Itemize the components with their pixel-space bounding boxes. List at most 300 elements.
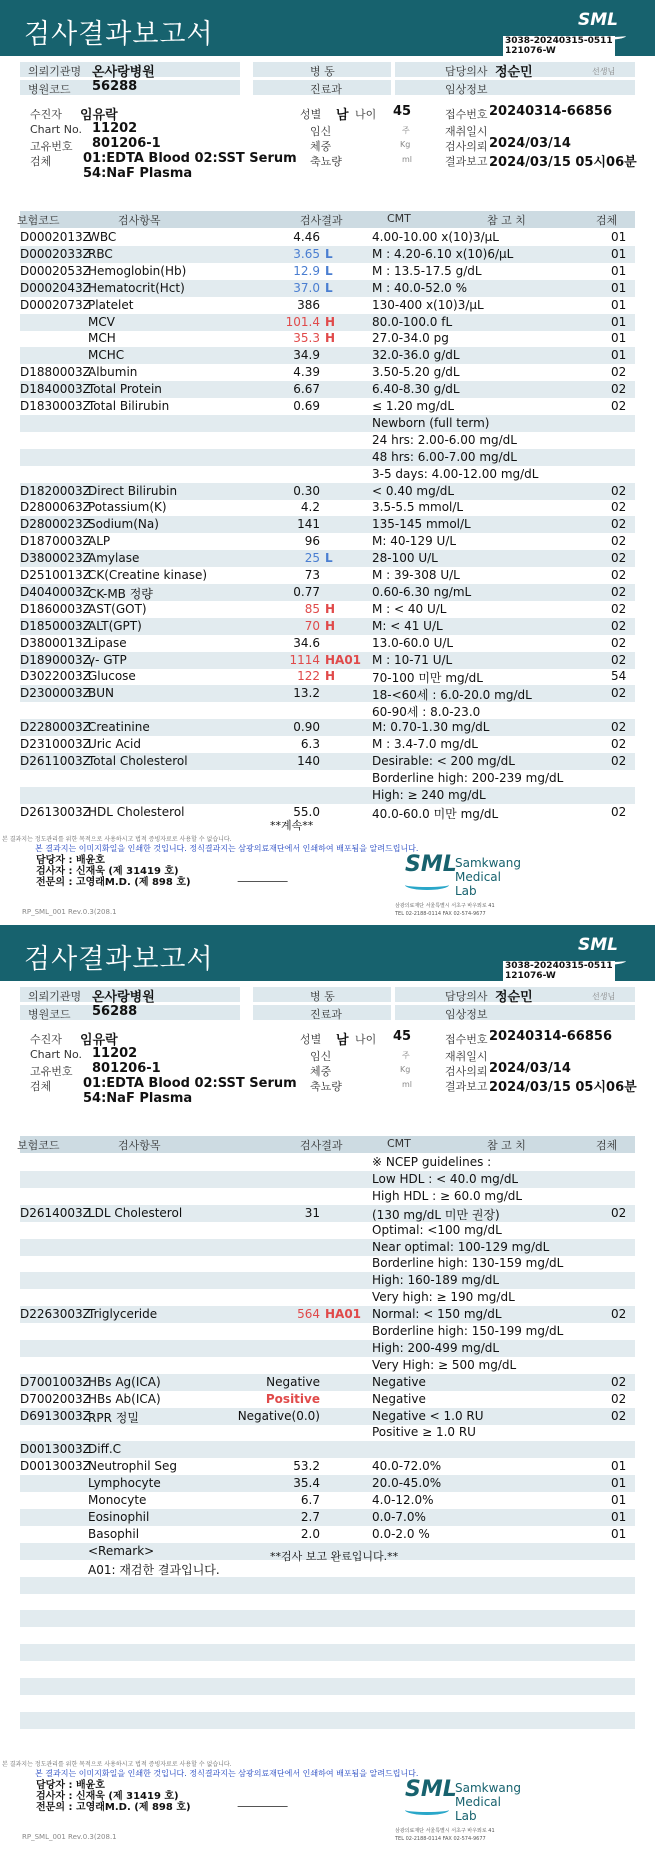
test-item: HDL Cholesterol — [88, 804, 185, 819]
reference-range: 40.0-72.0% — [372, 1459, 442, 1474]
sml-logo-text: SML — [578, 10, 618, 30]
result-flag: H — [325, 618, 336, 633]
reference-range: 4.00-10.00 x(10)3/μL — [372, 230, 499, 244]
info-bar — [395, 80, 635, 95]
insurance-code: D7001003Z — [20, 1374, 91, 1389]
chart-no-label: Chart No. — [30, 1048, 82, 1061]
specimen-group: 02 — [611, 635, 627, 650]
th-code: 보험코드 — [17, 1139, 60, 1152]
urine-unit: ml — [402, 155, 413, 164]
reference-range: Negative < 1.0 RU — [372, 1408, 484, 1423]
weight-label: 체중 — [310, 140, 332, 153]
table-row — [20, 1272, 635, 1289]
lab-contact: TEL 02-2188-0114 FAX 02-574-9677 — [395, 911, 486, 917]
info-bar — [395, 1005, 635, 1020]
specimen-group: 02 — [611, 365, 627, 380]
reference-range: 20.0-45.0% — [372, 1476, 442, 1491]
test-item: HBs Ag(ICA) — [88, 1374, 161, 1389]
page-title: 검사결과보고서 — [24, 19, 214, 50]
weight-unit: Kg — [400, 140, 411, 149]
pregnancy-label: 임신 — [310, 125, 332, 138]
specimen-group: 01 — [611, 1476, 627, 1491]
org-label: 의뢰기관명 — [28, 990, 82, 1003]
table-row — [20, 1729, 635, 1746]
specimen-group: 02 — [611, 534, 627, 549]
insurance-code: D2510013Z — [20, 568, 91, 582]
table-row — [20, 1424, 635, 1441]
test-result: 0.69 — [293, 399, 320, 413]
recollect-label: 재취일시 — [445, 1050, 488, 1063]
table-row — [20, 280, 635, 297]
test-result: 6.67 — [293, 382, 320, 397]
samkwang-logo-mark: SML — [405, 1777, 457, 1802]
reference-range: High: ≥ 240 mg/dL — [372, 787, 486, 802]
org-value: 온사랑병원 — [92, 990, 155, 1005]
table-row — [20, 635, 635, 652]
test-item: Sodium(Na) — [88, 517, 159, 532]
test-item: HBs Ab(ICA) — [88, 1391, 161, 1406]
print-notice: 본 결과지는 이미지화일을 인쇄한 것입니다. 정식결과지는 삼광의료재단에서 인쇄하여 배포됨을 알려드립니다. — [35, 1769, 419, 1778]
insurance-code: D1820003Z — [20, 483, 91, 498]
specimen-group: 02 — [611, 652, 627, 667]
specimen-group: 01 — [611, 1493, 627, 1507]
table-row — [20, 736, 635, 753]
specimen-group: 02 — [611, 399, 627, 413]
table-row — [20, 263, 635, 280]
sex-label: 성별 — [300, 1033, 322, 1046]
test-result: 0.77 — [293, 584, 320, 599]
document-id-line2: 121076-W — [505, 971, 556, 981]
test-result: Positive — [265, 1391, 320, 1406]
document-id-line1: 3038-20240315-0511 — [505, 36, 613, 46]
test-result: 13.2 — [293, 686, 320, 701]
result-flag: L — [325, 263, 333, 278]
insurance-code: D1840003Z — [20, 382, 91, 397]
test-result: 25 — [304, 551, 320, 566]
test-result: 386 — [297, 297, 320, 312]
table-row — [20, 499, 635, 516]
receipt-no-value: 20240314-66856 — [489, 104, 612, 119]
table-row — [20, 1593, 635, 1610]
specimen-group: 01 — [611, 230, 627, 244]
test-item: Diff.C — [88, 1442, 122, 1457]
request-date-value: 2024/03/14 — [489, 1061, 571, 1076]
doctor-unit: 선생님 — [592, 67, 616, 76]
test-result: 12.9 — [293, 263, 320, 278]
patient-name-value: 임유락 — [80, 108, 118, 123]
reference-range: 24 hrs: 2.00-6.00 mg/dL — [372, 432, 517, 447]
test-item: RBC — [88, 246, 113, 261]
reference-range: Borderline high: 150-199 mg/dL — [372, 1324, 564, 1338]
test-item: Lipase — [88, 635, 127, 650]
th-grp: 검체 — [596, 1139, 618, 1152]
test-result: 101.4 — [285, 314, 320, 329]
reference-range: Near optimal: 100-129 mg/dL — [372, 1239, 550, 1254]
test-result: 34.9 — [293, 348, 320, 363]
specimen-label: 검체 — [30, 155, 52, 168]
insurance-code: D1830003Z — [20, 399, 91, 413]
insurance-code: D0002033Z — [20, 246, 91, 261]
test-result: 96 — [304, 534, 320, 549]
table-row — [20, 1340, 635, 1357]
table-row — [20, 1374, 635, 1391]
samkwang-name — [455, 856, 525, 898]
test-item: Total Protein — [88, 382, 162, 397]
table-row — [20, 584, 635, 601]
samkwang-name-2: Medical Lab — [455, 870, 501, 898]
request-date-label: 검사의뢰 — [445, 1065, 488, 1078]
test-item: WBC — [88, 230, 117, 244]
page-title: 검사결과보고서 — [24, 944, 214, 975]
specimen-value-2: 54:NaF Plasma — [83, 1091, 193, 1106]
disclaimer-footnote: 본 결과지는 정도관리를 위한 목적으로 사용하시고 법적 증빙자료로 사용할 수 없습니다. — [2, 1761, 232, 1768]
specimen-group: 02 — [611, 601, 627, 616]
specimen-group: 02 — [611, 1391, 627, 1406]
specimen-group: 02 — [611, 753, 627, 768]
samkwang-wave-icon — [405, 1805, 449, 1815]
sex-value: 남 — [336, 1033, 349, 1048]
disclaimer-footnote: 본 결과지는 정도관리를 위한 목적으로 사용하시고 법적 증빙자료로 사용할 수 없습니다. — [2, 836, 232, 843]
th-cmt: CMT — [387, 1137, 411, 1150]
table-row — [20, 314, 635, 331]
signature-tester: 검사자 : 신재욱 (제 31419 호) — [36, 866, 179, 877]
specimen-group: 54 — [611, 669, 627, 684]
continuation-note: **계속** — [270, 818, 314, 832]
insurance-code: D0002043Z — [20, 280, 91, 295]
table-row — [20, 483, 635, 500]
request-date-label: 검사의뢰 — [445, 140, 488, 153]
table-row — [20, 1712, 635, 1729]
reference-range: 4.0-12.0% — [372, 1493, 434, 1507]
test-result: 564 — [297, 1307, 320, 1322]
org-label: 의뢰기관명 — [28, 65, 82, 78]
insurance-code: D1870003Z — [20, 534, 91, 549]
table-row — [20, 1441, 635, 1458]
reference-range: M : 39-308 U/L — [372, 568, 460, 582]
test-item: Potassium(K) — [88, 500, 167, 515]
table-row — [20, 398, 635, 415]
reference-range: Borderline high: 130-159 mg/dL — [372, 1256, 564, 1271]
table-row — [20, 753, 635, 770]
specimen-value-1: 01:EDTA Blood 02:SST Serum — [83, 151, 297, 166]
reference-range: Normal: < 150 mg/dL — [372, 1307, 502, 1322]
test-item: RPR 정밀 — [88, 1410, 139, 1425]
test-result: 1114 — [289, 652, 320, 667]
specimen-group: 02 — [611, 686, 627, 701]
samkwang-logo — [405, 852, 525, 898]
table-row — [20, 1154, 635, 1171]
reference-range: High: 160-189 mg/dL — [372, 1273, 500, 1288]
test-item: Triglyceride — [88, 1307, 158, 1322]
samkwang-name-2: Medical Lab — [455, 1795, 501, 1823]
reference-range: Newborn (full term) — [372, 415, 490, 430]
doctor-unit: 선생님 — [592, 992, 616, 1001]
reference-range: (130 mg/dL 미만 권장) — [372, 1207, 500, 1222]
result-flag: H — [325, 314, 336, 329]
document-id-line2: 121076-W — [505, 46, 556, 56]
th-ref: 참 고 치 — [487, 214, 526, 227]
table-row — [20, 415, 635, 432]
test-item: A01: 재검한 결과입니다. — [88, 1562, 220, 1577]
samkwang-name-1: Samkwang — [455, 1781, 521, 1795]
test-item: Lymphocyte — [88, 1476, 161, 1491]
test-result: 4.46 — [293, 230, 320, 244]
reference-range: High HDL : ≥ 60.0 mg/dL — [372, 1188, 523, 1203]
reference-range: Very high: ≥ 190 mg/dL — [372, 1290, 515, 1305]
specimen-group: 02 — [611, 720, 627, 735]
weight-label: 체중 — [310, 1065, 332, 1078]
result-flag: HA01 — [325, 652, 362, 667]
reference-range: ≤ 1.20 mg/dL — [372, 399, 455, 413]
pregnancy-label: 임신 — [310, 1050, 332, 1063]
result-flag: H — [325, 669, 336, 684]
table-row — [20, 1391, 635, 1408]
specimen-group: 02 — [611, 1307, 627, 1322]
org-value: 온사랑병원 — [92, 65, 155, 80]
doctor-label: 담당의사 — [445, 990, 488, 1003]
reference-range: Borderline high: 200-239 mg/dL — [372, 770, 564, 785]
insurance-code: D1880003Z — [20, 365, 91, 380]
reference-range: Optimal: <100 mg/dL — [372, 1222, 502, 1237]
specimen-group: 01 — [611, 297, 627, 312]
table-row — [20, 1357, 635, 1374]
insurance-code: D2300003Z — [20, 686, 91, 701]
hospital-code-value: 56288 — [92, 79, 138, 94]
test-item: MCHC — [88, 348, 125, 363]
patient-name-label: 수진자 — [30, 108, 62, 121]
test-item: AST(GOT) — [88, 601, 147, 616]
chart-no-label: Chart No. — [30, 123, 82, 136]
test-item: LDL Cholesterol — [88, 1205, 183, 1220]
unique-id-label: 고유번호 — [30, 140, 73, 153]
table-row — [20, 381, 635, 398]
specimen-group: 01 — [611, 348, 627, 363]
test-result: 37.0 — [293, 280, 320, 295]
specimen-group: 01 — [611, 263, 627, 278]
test-item: MCH — [88, 331, 116, 346]
ward-label: 병 동 — [310, 990, 335, 1003]
specimen-group: 02 — [611, 1374, 627, 1389]
table-row — [20, 1475, 635, 1492]
table-row — [20, 1255, 635, 1272]
test-result: 34.6 — [293, 635, 320, 650]
test-item: CK(Creatine kinase) — [88, 568, 208, 582]
age-label: 나이 — [355, 1033, 377, 1046]
doctor-label: 담당의사 — [445, 65, 488, 78]
test-item: ALT(GPT) — [88, 618, 142, 633]
test-result: 0.30 — [293, 483, 320, 498]
reference-range: 3.50-5.20 g/dL — [372, 365, 460, 380]
table-row — [20, 364, 635, 381]
table-row — [20, 466, 635, 483]
sex-value: 남 — [336, 108, 349, 123]
table-row — [20, 516, 635, 533]
unique-id-label: 고유번호 — [30, 1065, 73, 1078]
specimen-group: 01 — [611, 246, 627, 261]
table-row — [20, 297, 635, 314]
reference-range: 135-145 mmol/L — [372, 517, 471, 532]
table-row — [20, 787, 635, 804]
hospital-code-label: 병원코드 — [28, 1008, 71, 1021]
table-row — [20, 1610, 635, 1627]
samkwang-name-1: Samkwang — [455, 856, 521, 870]
table-row — [20, 533, 635, 550]
reference-range: M : 13.5-17.5 g/dL — [372, 263, 482, 278]
sex-label: 성별 — [300, 108, 322, 121]
patient-name-label: 수진자 — [30, 1033, 62, 1046]
table-row — [20, 702, 635, 719]
urine-label: 축뇨량 — [310, 1080, 342, 1093]
th-result: 검사결과 — [300, 214, 343, 227]
test-item: Hematocrit(Hct) — [88, 280, 185, 295]
test-item: Neutrophil Seg — [88, 1459, 178, 1474]
test-result: 6.7 — [300, 1493, 320, 1507]
table-row — [20, 1509, 635, 1526]
test-result: Negative(0.0) — [237, 1408, 320, 1423]
table-row — [20, 1205, 635, 1222]
request-date-value: 2024/03/14 — [489, 136, 571, 151]
chart-no-value: 11202 — [92, 121, 138, 136]
test-item: Monocyte — [88, 1493, 147, 1507]
reference-range: 0.0-2.0 % — [372, 1526, 430, 1541]
reference-range: 28-100 U/L — [372, 551, 438, 566]
reference-range: Desirable: < 200 mg/dL — [372, 753, 515, 768]
receipt-no-label: 접수번호 — [445, 108, 488, 121]
test-item: Uric Acid — [88, 737, 142, 751]
insurance-code: D3022003Z — [20, 669, 91, 684]
samkwang-name — [455, 1781, 525, 1823]
table-row — [20, 1695, 635, 1712]
test-result: 70 — [304, 618, 320, 633]
reference-range: M : 40.0-52.0 % — [372, 280, 468, 295]
reference-range: Very High: ≥ 500 mg/dL — [372, 1357, 517, 1372]
test-item: Basophil — [88, 1526, 140, 1541]
doctor-value: 정순민 — [495, 990, 533, 1005]
report-date-value: 2024/03/15 05시06분 — [489, 1080, 637, 1095]
result-flag: L — [325, 280, 333, 295]
th-item: 검사항목 — [118, 214, 161, 227]
document-id — [503, 36, 615, 56]
unique-id-value: 801206-1 — [92, 1061, 161, 1076]
chart-no-value: 11202 — [92, 1046, 138, 1061]
specimen-group: 01 — [611, 280, 627, 295]
table-row — [20, 347, 635, 364]
dept-label: 진료과 — [310, 1008, 342, 1021]
table-row — [20, 804, 635, 821]
signature-specialist: 전문의 : 고영래M.D. (제 898 호) — [36, 1802, 191, 1813]
unique-id-value: 801206-1 — [92, 136, 161, 151]
test-result: 2.0 — [300, 1526, 320, 1541]
test-item: Total Bilirubin — [88, 399, 170, 413]
clinical-info-label: 임상정보 — [445, 1008, 488, 1021]
test-result: 31 — [304, 1205, 320, 1220]
samkwang-wave-icon — [405, 880, 449, 890]
th-cmt: CMT — [387, 212, 411, 225]
table-row — [20, 1627, 635, 1644]
insurance-code: D7002003Z — [20, 1391, 91, 1406]
specimen-group: 02 — [611, 1408, 627, 1423]
specimen-group: 02 — [611, 568, 627, 582]
table-row — [20, 1661, 635, 1678]
form-revision: RP_SML_001 Rev.0.3(208.1 — [22, 908, 117, 916]
table-row — [20, 1526, 635, 1543]
test-item: Platelet — [88, 297, 134, 312]
table-row — [20, 1458, 635, 1475]
table-row — [20, 1222, 635, 1239]
table-row — [20, 550, 635, 567]
hospital-code-label: 병원코드 — [28, 83, 71, 96]
hospital-code-value: 56288 — [92, 1004, 138, 1019]
reference-range: 3-5 days: 4.00-12.00 mg/dL — [372, 466, 539, 481]
insurance-code: D2611003Z — [20, 753, 91, 768]
insurance-code: D0002053Z — [20, 263, 91, 278]
urine-unit: ml — [402, 1080, 413, 1089]
specimen-value-1: 01:EDTA Blood 02:SST Serum — [83, 1076, 297, 1091]
signature-manager: 담당자 : 배윤호 — [36, 855, 105, 866]
reference-range: 40.0-60.0 미만 mg/dL — [372, 806, 499, 821]
lab-address: 삼광의료재단 서울특별시 서초구 바우뫼로 41 — [395, 903, 495, 909]
test-result: 2.7 — [300, 1509, 320, 1524]
reference-range: M : 4.20-6.10 x(10)6/μL — [372, 246, 514, 261]
result-flag: L — [325, 246, 333, 261]
reference-range: 18-<60세 : 6.0-20.0 mg/dL — [372, 688, 532, 703]
age-label: 나이 — [355, 108, 377, 121]
specimen-group: 01 — [611, 331, 627, 346]
insurance-code: D4040003Z — [20, 584, 91, 599]
results-table-header — [17, 1136, 635, 1153]
result-flag: H — [325, 601, 336, 616]
table-row — [20, 449, 635, 466]
patient-name-value: 임유락 — [80, 1033, 118, 1048]
insurance-code: D2614003Z — [20, 1205, 91, 1220]
table-row — [20, 567, 635, 584]
age-value: 45 — [393, 104, 412, 119]
table-row — [20, 1171, 635, 1188]
receipt-no-value: 20240314-66856 — [489, 1029, 612, 1044]
insurance-code: D1890003Z — [20, 652, 91, 667]
table-row — [20, 1678, 635, 1695]
reference-range: 80.0-100.0 fL — [372, 314, 453, 329]
reference-range: Low HDL : < 40.0 mg/dL — [372, 1171, 519, 1186]
test-item: Creatinine — [88, 720, 150, 735]
test-result: 4.2 — [300, 500, 320, 515]
test-result: 55.0 — [293, 804, 320, 819]
document-id — [503, 961, 615, 981]
insurance-code: D1850003Z — [20, 618, 91, 633]
reference-range: 130-400 x(10)3/μL — [372, 297, 484, 312]
report-date-label: 결과보고 — [445, 155, 488, 168]
sml-logo-text: SML — [578, 935, 618, 955]
test-item: CK-MB 정량 — [88, 586, 153, 601]
urine-label: 축뇨량 — [310, 155, 342, 168]
test-item: Total Cholesterol — [88, 753, 188, 768]
specimen-label: 검체 — [30, 1080, 52, 1093]
insurance-code: D0013003Z — [20, 1459, 91, 1474]
insurance-code: D0002013Z — [20, 230, 91, 244]
reference-range: 6.40-8.30 g/dL — [372, 382, 460, 397]
reference-range: M: 0.70-1.30 mg/dL — [372, 720, 490, 735]
specimen-group: 02 — [611, 500, 627, 515]
handwritten-signature-icon — [237, 868, 292, 882]
specimen-group: 02 — [611, 618, 627, 633]
insurance-code: D2800023Z — [20, 517, 91, 532]
insurance-code: D0002073Z — [20, 297, 91, 312]
result-flag: L — [325, 551, 333, 566]
continuation-note: **검사 보고 완료입니다.** — [270, 1550, 399, 1563]
table-row — [20, 1577, 635, 1594]
test-item: Glucose — [88, 669, 136, 684]
reference-range: M : 10-71 U/L — [372, 652, 453, 667]
